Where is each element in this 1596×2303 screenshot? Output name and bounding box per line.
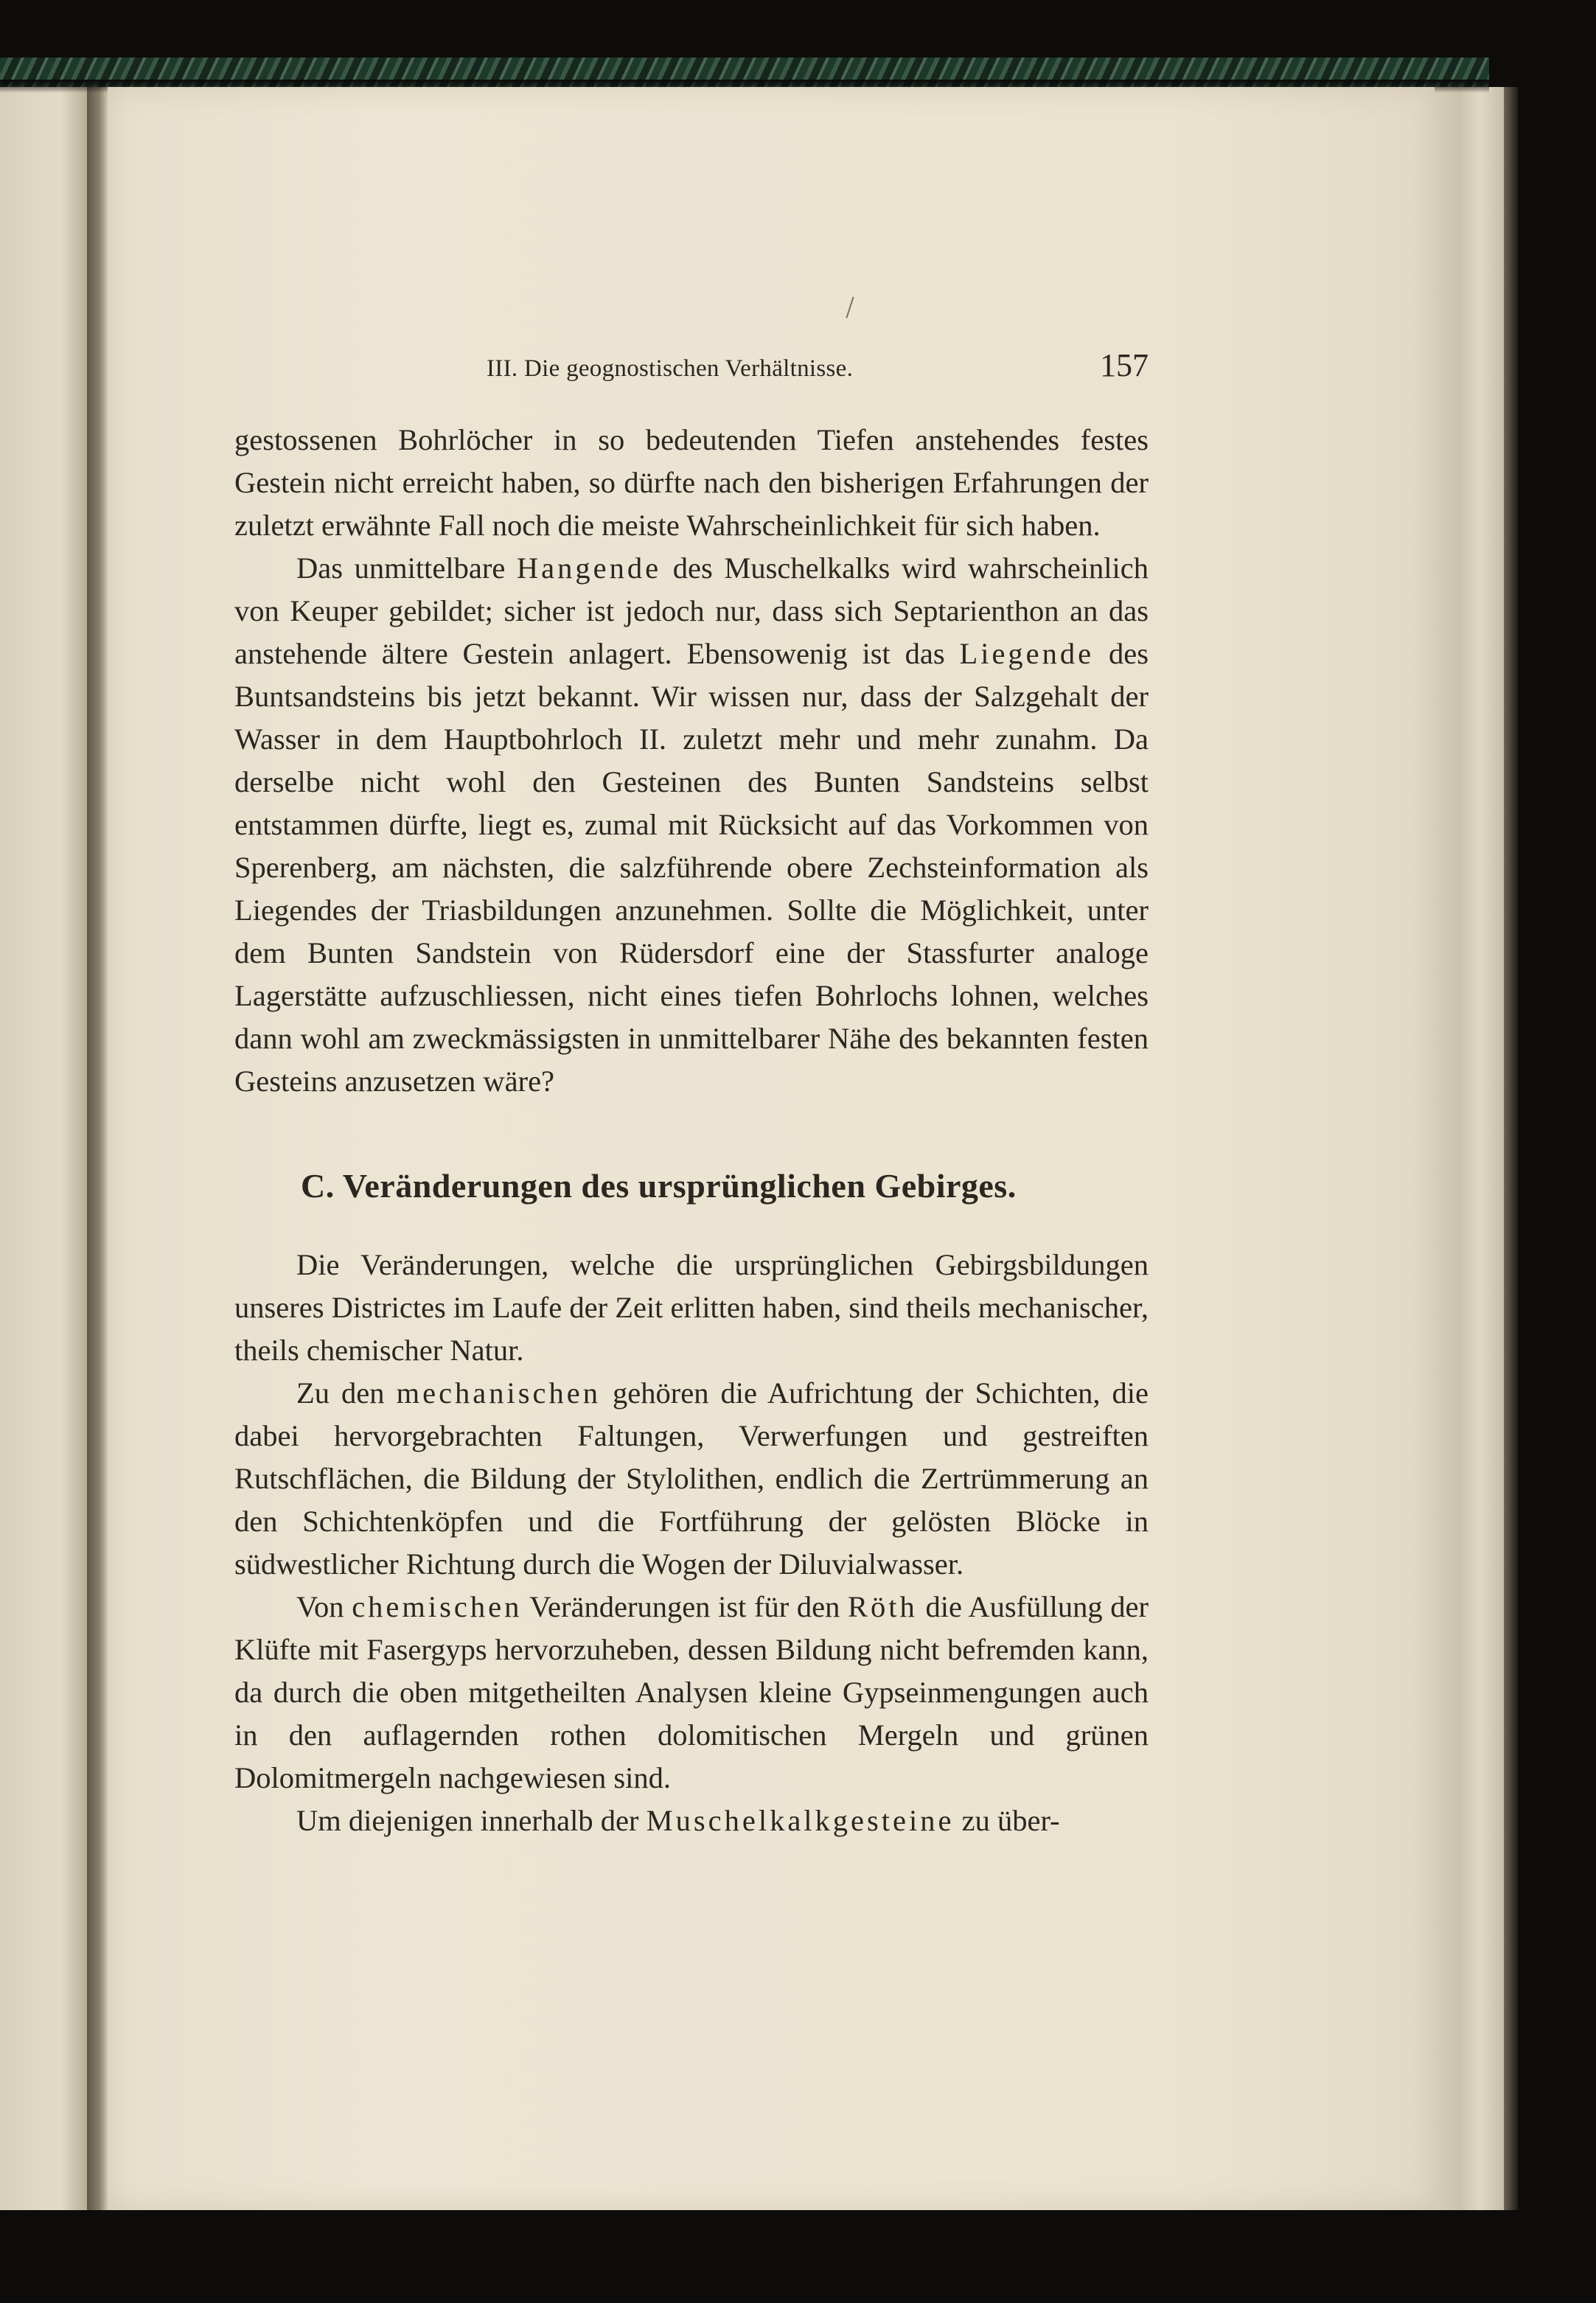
- text-run: die Ausfüllung der Klüfte mit Fasergyps hervorzuheben, dessen Bildung nicht befremden kann, da durch die oben mitgetheilten Analysen kleine Gypseinmengungen auch in den auflagernden rothen dolomitischen Mergeln und grünen Dolomitmergeln nachgewiesen sind.: [234, 1590, 1149, 1794]
- paragraph-muschelkalk: [234, 1799, 1149, 1842]
- emphasis-roeth: Röth: [848, 1590, 918, 1623]
- text-run: Zu den: [296, 1376, 397, 1410]
- page-content: [234, 346, 1149, 1842]
- book-gutter: [87, 87, 108, 2210]
- text-run: zu über-: [954, 1804, 1060, 1837]
- paragraph-chemische: [234, 1586, 1149, 1799]
- section-heading: C. Veränderungen des ursprünglichen Gebirges.: [301, 1167, 1017, 1205]
- text-run: des Muschelkalks wird wahrscheinlich von Keuper gebildet; sicher ist jedoch nur, dass sich Septarienthon an das anstehende ältere Gestein anlagert. Ebensowenig ist das: [234, 551, 1149, 670]
- text-run: Das unmittelbare: [296, 551, 517, 585]
- page-header: [234, 346, 1149, 391]
- paragraph-hangende: [234, 547, 1149, 1103]
- emphasis-chemischen: chemischen: [352, 1590, 523, 1623]
- running-head: III. Die geognostischen Verhältnisse.: [487, 355, 854, 382]
- book-edge-shadow: [1504, 87, 1519, 2225]
- page-stack-edge: [1430, 87, 1513, 2225]
- page-number: 157: [1100, 347, 1149, 383]
- paragraph-continuation: gestossenen Bohrlöcher in so bedeutenden Tiefen anstehendes festes Gestein nicht erreicht haben, so dürfte nach den bisherigen Erfahrungen der zuletzt erwähnte Fall noch die meiste Wahrscheinlichkeit für sich haben.: [234, 423, 1149, 542]
- paragraph-veraenderungen: Die Veränderungen, welche die ursprünglichen Gebirgsbildungen unseres Districtes im Laufe der Zeit erlitten haben, sind theils mechanischer, theils chemischer Natur.: [234, 1248, 1149, 1367]
- paragraph-mechanische: [234, 1372, 1149, 1586]
- emphasis-liegende: Liegende: [959, 637, 1095, 670]
- emphasis-muschelkalkgesteine: Muschelkalkgesteine: [646, 1804, 955, 1837]
- background-below-page: [0, 2210, 1596, 2303]
- text-run: des Buntsandsteins bis jetzt bekannt. Wir wissen nur, dass der Salzgehalt der Wasser in dem Hauptbohrloch II. zuletzt mehr und mehr zunahm. Da derselbe nicht wohl den Gesteinen des Bunten Sandsteins selbst entstammen dürfte, liegt es, zumal mit Rücksicht auf das Vorkommen von Sperenberg, am nächsten, die salzführende obere Zechsteinformation als Liegendes der Triasbildungen anzunehmen. Sollte die Möglichkeit, unter dem Bunten Sandstein von Rüdersdorf eine der Stassfurter analoge Lagerstätte aufzuschliessen, nicht eines tiefen Bohrlochs lohnen, welches dann wohl am zweckmässigsten in unmittelbarer Nähe des bekannten festen Gesteins anzusetzen wäre?: [234, 637, 1149, 1098]
- text-run: gehören die Aufrichtung der Schichten, die dabei hervorgebrachten Faltungen, Verwerfungen und gestreiften Rutschflächen, die Bildung der Stylolithen, endlich die Zertrümmerung an den Schichtenköpfen und die Fortführung der gelösten Blöcke in südwestlicher Richtung durch die Wogen der Diluvialwasser.: [234, 1376, 1149, 1581]
- text-run: Von: [296, 1590, 352, 1623]
- emphasis-hangende: Hangende: [516, 551, 662, 585]
- text-run: Veränderungen ist für den: [522, 1590, 848, 1623]
- text-run: Um diejenigen innerhalb der: [296, 1804, 647, 1837]
- facing-page-edge: [0, 87, 87, 2210]
- emphasis-mechanischen: mechanischen: [396, 1376, 601, 1410]
